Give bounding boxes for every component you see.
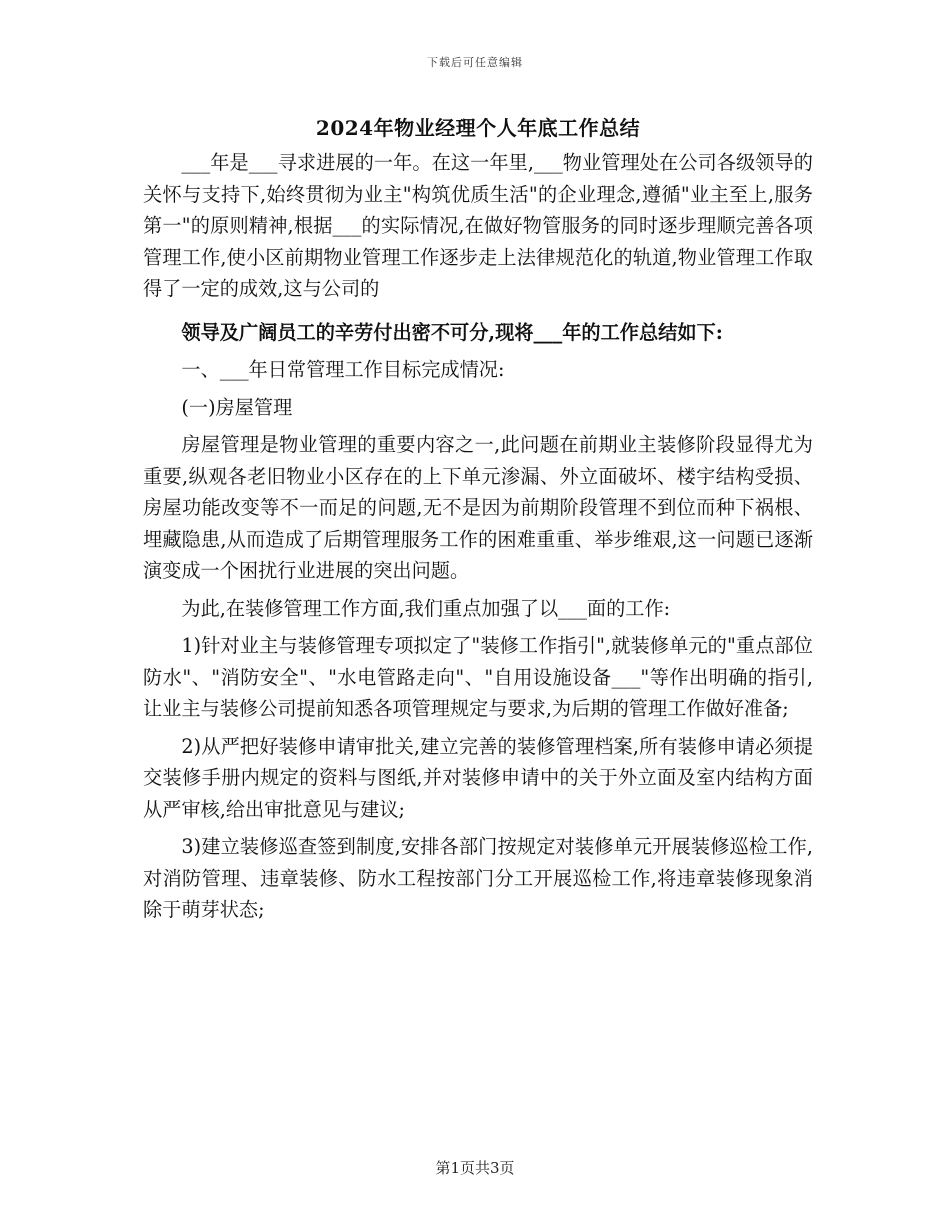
section-heading: 一、___年日常管理工作目标完成情况: — [181, 358, 505, 381]
list-item-3: 3)建立装修巡查签到制度,安排各部门按规定对装修单元开展装修巡检工作,对消防管理、违章装修、防水工程按部门分工开展巡检工作,将违章装修现象消除于萌芽状态; — [143, 835, 813, 921]
page-footer: 第1页共3页 — [435, 1159, 515, 1177]
document-body — [143, 113, 813, 926]
page-header: 下载后可任意编辑 — [427, 56, 523, 69]
renovation-intro-paragraph: 为此,在装修管理工作方面,我们重点加强了以___面的工作: — [181, 596, 671, 620]
subsection-heading: (一)房屋管理 — [181, 395, 293, 419]
list-item-2: 2)从严把好装修申请审批关,建立完善的装修管理档案,所有装修申请必须提交装修手册内规定的资料与图纸,并对装修申请中的关于外立面及室内结构方面从严审核,给出审批意见与建议; — [143, 734, 813, 821]
housing-management-paragraph: 房屋管理是物业管理的重要内容之一,此问题在前期业主装修阶段显得尤为重要,纵观各老旧物业小区存在的上下单元渗漏、外立面破坏、楼宇结构受损、房屋功能改变等不一而足的问题,无不是因为前期阶段管理不到位而种下祸根、埋藏隐患,从而造成了后期管理服务工作的困难重重、举步维艰,这一问题已逐渐演变成一个困扰行业进展的突出问题。 — [143, 433, 813, 582]
document-title: 2024年物业经理个人年底工作总结 — [315, 116, 641, 140]
list-item-1: 1)针对业主与装修管理专项拟定了"装修工作指引",就装修单元的"重点部位防水"、"消防安全"、"水电管路走向"、"自用设施设备___"等作出明确的指引,让业主与装修公司提前知悉各项管理规定与要求,为后期的管理工作做好准备; — [143, 634, 813, 720]
intro-paragraph: ___年是___寻求进展的一年。在这一年里,___物业管理处在公司各级领导的关怀与支持下,始终贯彻为业主"构筑优质生活"的企业理念,遵循"业主至上,服务第一"的原则精神,根据___的实际情况,在做好物管服务的同时逐步理顺完善各项管理工作,使小区前期物业管理工作逐步走上法律规范化的轨道,物业管理工作取得了一定的成效,这与公司的 — [143, 151, 813, 300]
summary-lead-paragraph: 领导及广阔员工的辛劳付出密不可分,现将___年的工作总结如下: — [181, 320, 723, 344]
